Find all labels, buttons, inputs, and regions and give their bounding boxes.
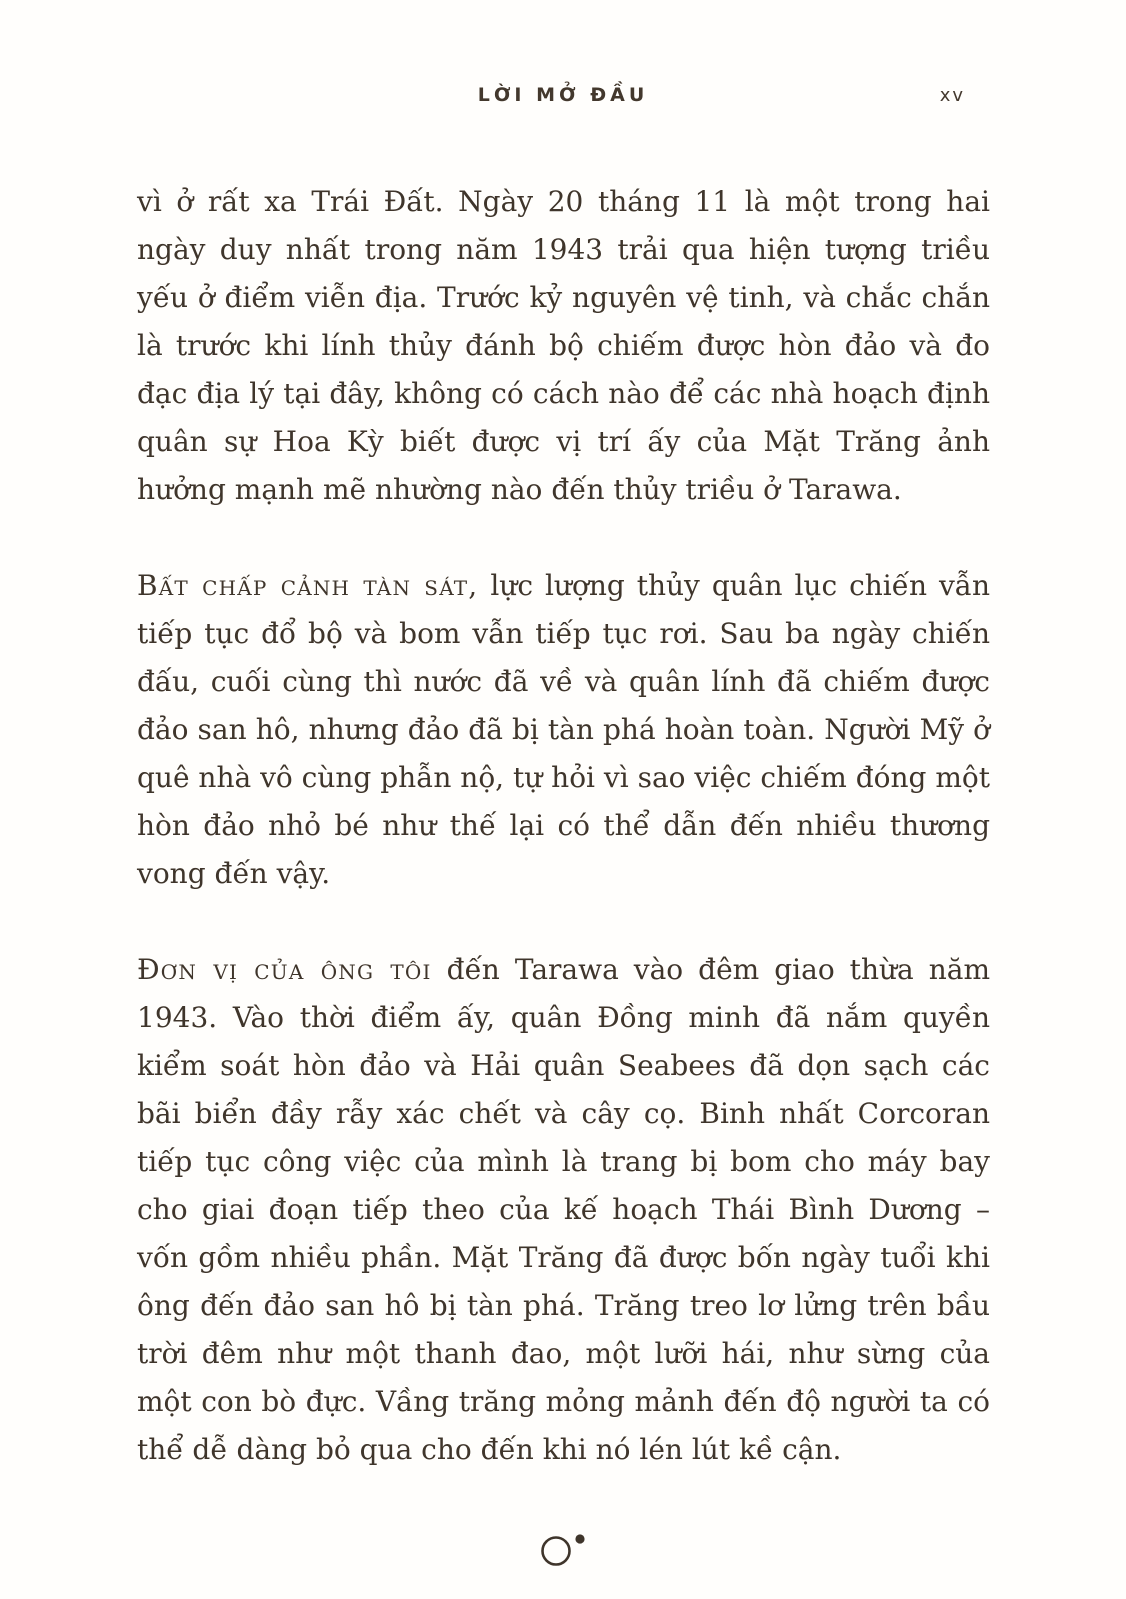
paragraph-lead-small-caps: Bất chấp cảnh tàn sát, — [137, 569, 479, 602]
running-head-title: LỜI MỞ ĐẦU — [477, 84, 649, 106]
moon-ring — [542, 1537, 569, 1564]
moon-dot — [575, 1534, 584, 1543]
paragraph — [137, 178, 990, 514]
paragraph-text: vì ở rất xa Trái Đất. Ngày 20 tháng 11 là một trong hai ngày duy nhất trong năm 1943 trải qua hiện tượng triều yếu ở điểm viễn địa. Trước kỷ nguyên vệ tinh, và chắc chắn là trước khi lính thủy đánh bộ chiếm được hòn đảo và đo đạc địa lý tại đây, không có cách nào để các nhà hoạch định quân sự Hoa Kỳ biết được vị trí ấy của Mặt Trăng ảnh hưởng mạnh mẽ nhường nào đến thủy triều ở Tarawa. — [137, 185, 990, 506]
paragraph-text: đến Tarawa vào đêm giao thừa năm 1943. Vào thời điểm ấy, quân Đồng minh đã nắm quyền kiểm soát hòn đảo và Hải quân Seabees đã dọn sạch các bãi biển đầy rẫy xác chết và cây cọ. Binh nhất Corcoran tiếp tục công việc của mình là trang bị bom cho máy bay cho giai đoạn tiếp theo của kế hoạch Thái Bình Dương – vốn gồm nhiều phần. Mặt Trăng đã được bốn ngày tuổi khi ông đến đảo san hô bị tàn phá. Trăng treo lơ lửng trên bầu trời đêm như một thanh đao, một lưỡi hái, như sừng của một con bò đực. Vầng trăng mỏng mảnh đến độ người ta có thể dễ dàng bỏ qua cho đến khi nó lén lút kề cận. — [137, 953, 990, 1466]
body-text — [137, 178, 990, 1570]
crescent-moon-icon — [535, 1528, 593, 1568]
paragraph — [137, 946, 990, 1474]
page-header — [0, 84, 1126, 114]
page-number: xv — [939, 85, 965, 106]
paragraph-lead-small-caps: Đơn vị của ông tôi — [137, 953, 432, 986]
paragraph — [137, 562, 990, 898]
paragraph-text: lực lượng thủy quân lục chiến vẫn tiếp tục đổ bộ và bom vẫn tiếp tục rơi. Sau ba ngày chiến đấu, cuối cùng thì nước đã về và quân lính đã chiếm được đảo san hô, nhưng đảo đã bị tàn phá hoàn toàn. Người Mỹ ở quê nhà vô cùng phẫn nộ, tự hỏi vì sao việc chiếm đóng một hòn đảo nhỏ bé như thế lại có thể dẫn đến nhiều thương vong đến vậy. — [137, 569, 990, 890]
section-break-ornament — [137, 1522, 990, 1570]
